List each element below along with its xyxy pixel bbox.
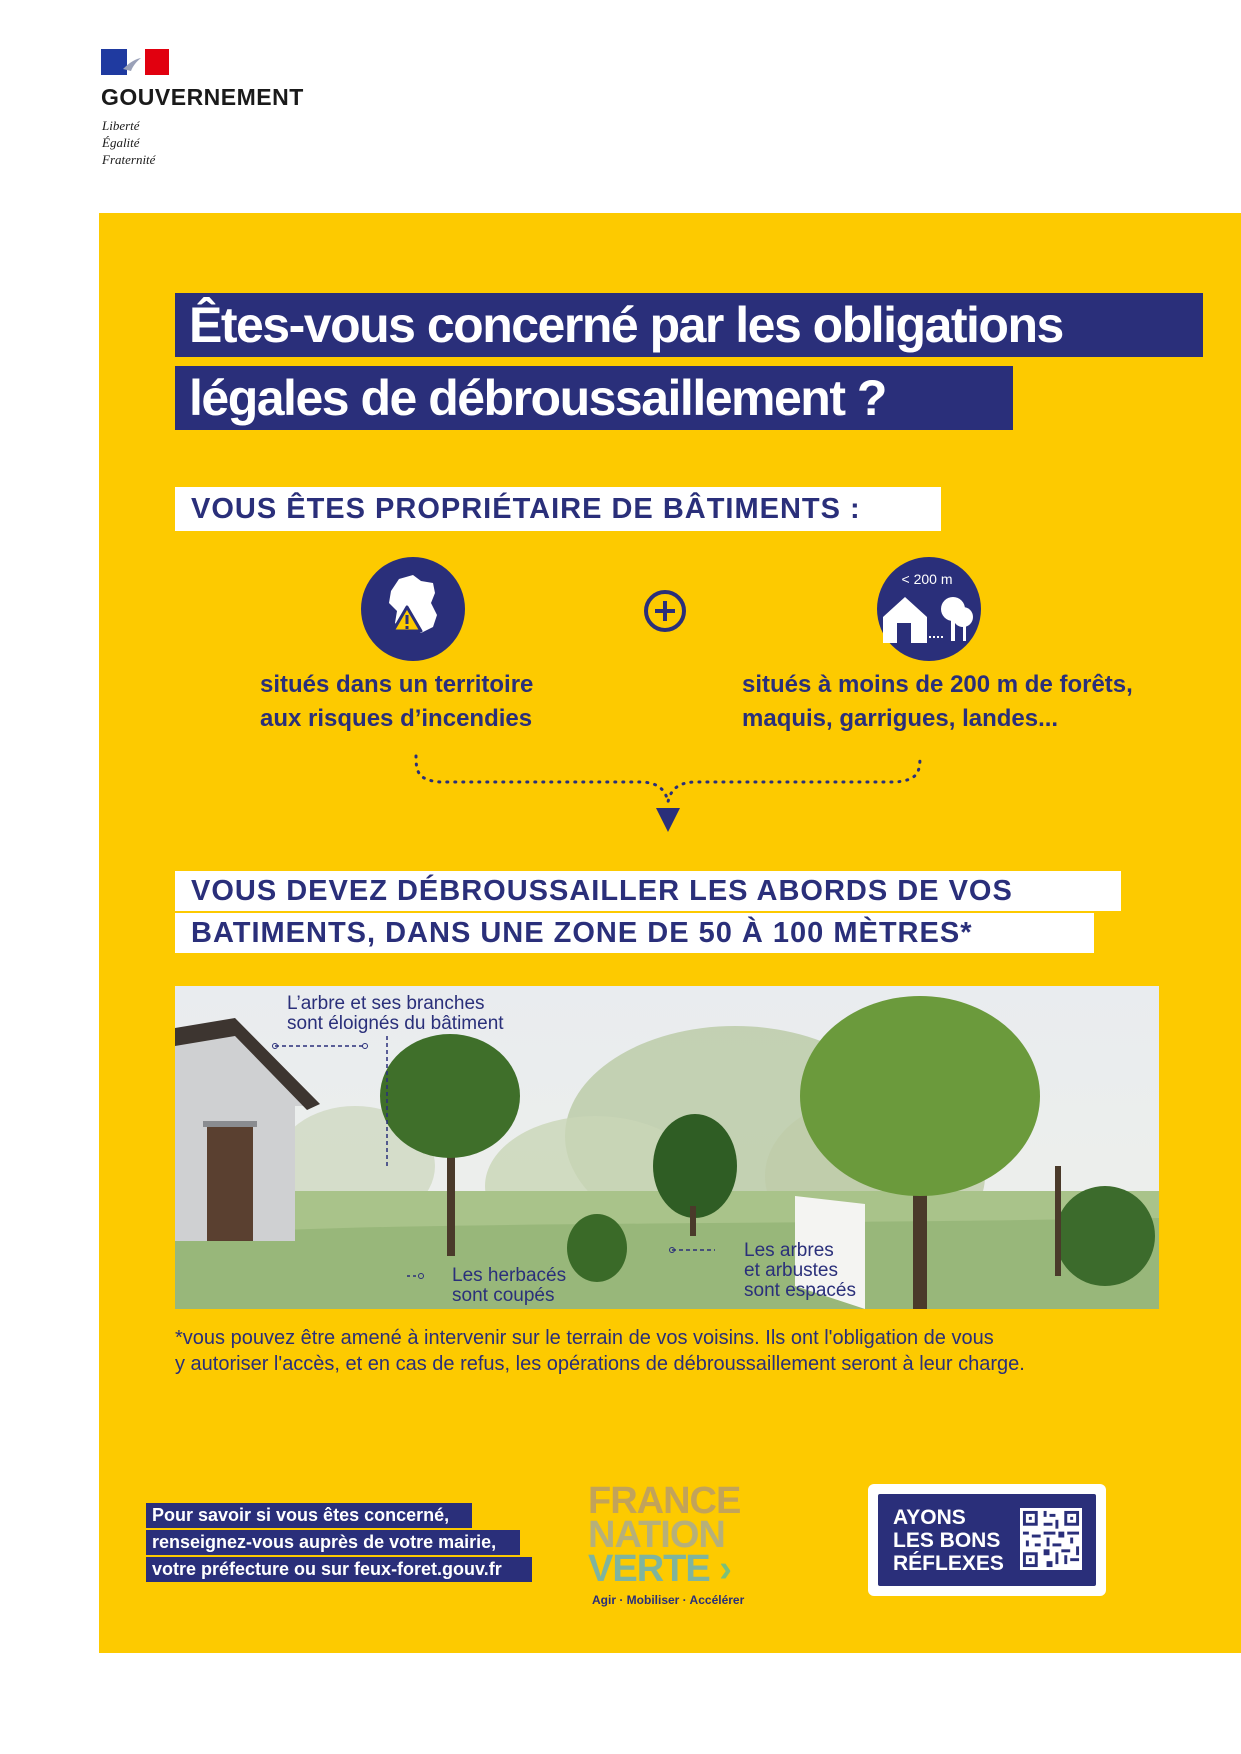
info-line-2: renseignez-vous auprès de votre mairie, — [146, 1530, 520, 1555]
plus-icon — [643, 589, 687, 633]
france-nation-verte-tagline: Agir · Mobiliser · Accélérer — [592, 1593, 745, 1607]
qr-code-icon[interactable] — [1020, 1508, 1082, 1570]
house-forest-distance-icon — [877, 557, 981, 661]
distance-badge: < 200 m — [901, 571, 953, 587]
obligation-heading-line-1: VOUS DEVEZ DÉBROUSSAILLER LES ABORDS DE VOS — [175, 871, 1121, 911]
info-line-1: Pour savoir si vous êtes concerné, — [146, 1503, 472, 1528]
dotted-connector-arrow — [410, 752, 930, 837]
government-name: GOUVERNEMENT — [101, 84, 304, 110]
clearing-illustration — [175, 986, 1159, 1309]
marianne-flag-logo — [101, 49, 169, 75]
france-fire-warning-icon — [361, 557, 465, 661]
info-line-3: votre préfecture ou sur feux-foret.gouv.fr — [146, 1557, 532, 1582]
condition-fire-risk-text: situés dans un territoire aux risques d’incendies — [260, 671, 534, 732]
france-nation-verte-logo: FRANCE NATION VERTE › — [588, 1480, 741, 1590]
government-motto: Liberté Égalité Fraternité — [102, 118, 156, 167]
page-title-line-1: Êtes-vous concerné par les obligations — [175, 293, 1203, 357]
label-grass-cut: Les herbacés sont coupés — [452, 1265, 567, 1306]
reflexes-text: AYONS LES BONS RÉFLEXES — [893, 1506, 1004, 1575]
label-tree-distance: L’arbre et ses branches sont éloignés du bâtiment — [287, 993, 504, 1034]
page-title-line-2: légales de débroussaillement ? — [175, 366, 1013, 430]
owner-subheading: VOUS ÊTES PROPRIÉTAIRE DE BÂTIMENTS : — [175, 487, 941, 531]
label-trees-spaced: Les arbres et arbustes sont espacés — [744, 1240, 856, 1301]
chevron-right-icon: › — [719, 1548, 731, 1590]
footnote: *vous pouvez être amené à intervenir sur le terrain de vos voisins. Ils ont l'obligation de vous y autoriser l'accès, et en cas de refus, les opérations de débroussaillement seront à leur charge. — [175, 1327, 1025, 1375]
condition-forest-distance-text: situés à moins de 200 m de forêts, maquis, garrigues, landes... — [742, 671, 1133, 732]
obligation-heading-line-2: BATIMENTS, DANS UNE ZONE DE 50 À 100 MÈTRES* — [175, 913, 1094, 953]
